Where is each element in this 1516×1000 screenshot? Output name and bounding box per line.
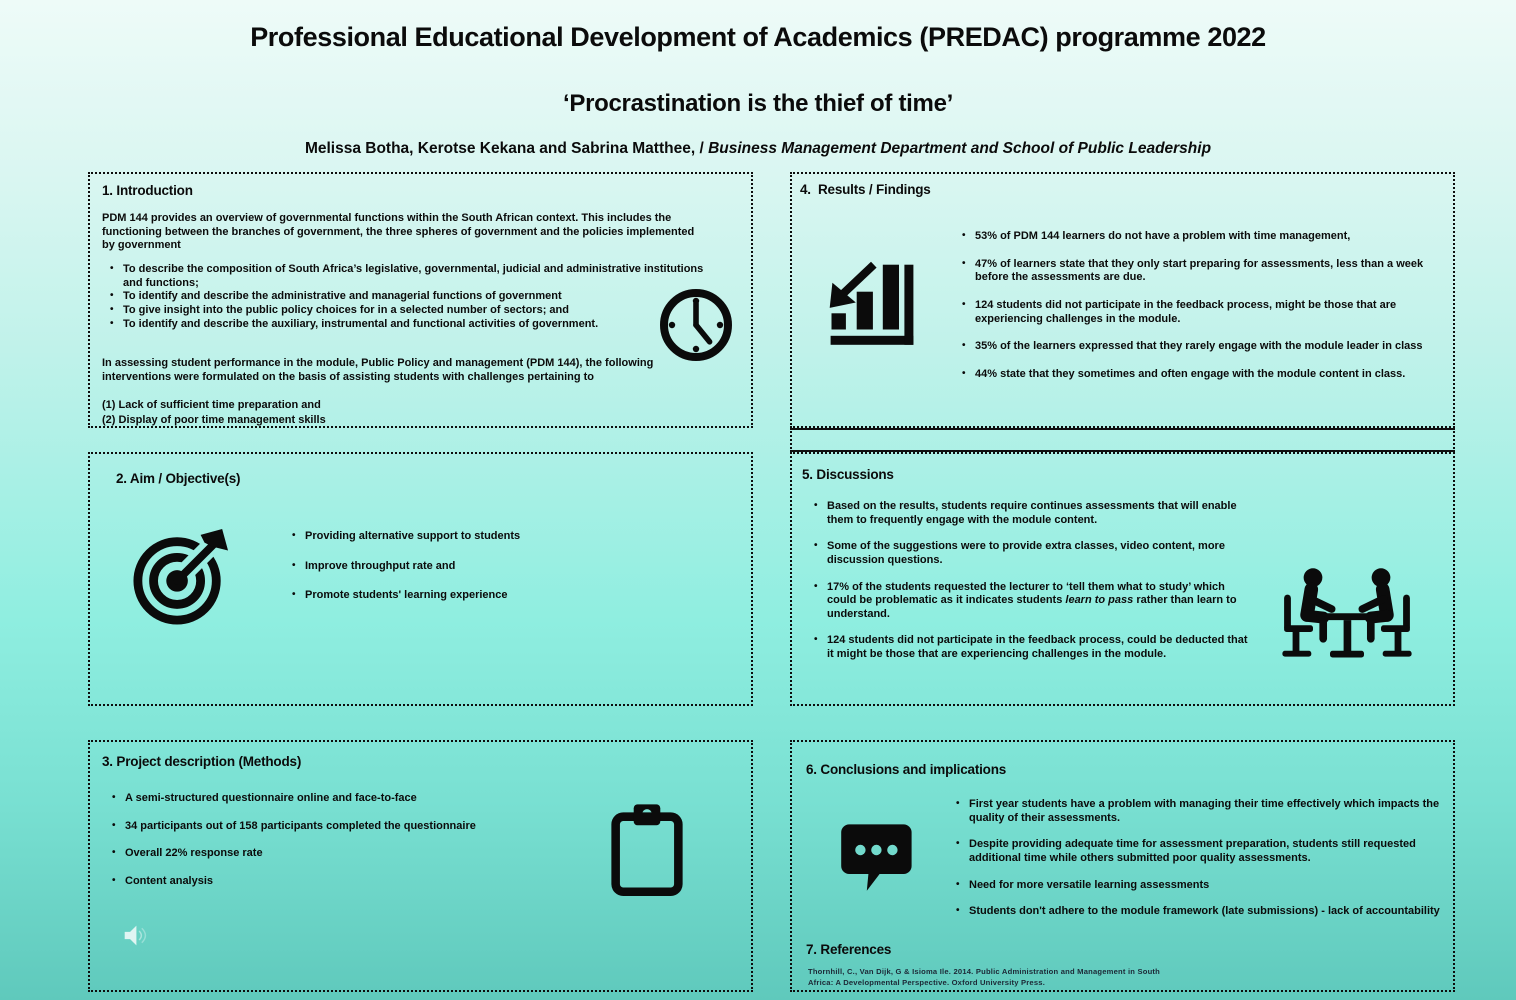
bullet-item: • First year students have a problem with managing their time effectively which impacts the quality of their assessments. xyxy=(954,798,1459,825)
clock-icon xyxy=(656,284,736,366)
bullet-item: • 35% of the learners expressed that they rarely engage with the module leader in class xyxy=(960,340,1430,354)
affiliation: Business Management Department and School of Public Leadership xyxy=(708,140,1212,157)
results-bullet-list xyxy=(960,230,1430,395)
section-introduction xyxy=(88,172,753,428)
clipboard-icon xyxy=(609,800,685,898)
introduction-numbered-list xyxy=(102,398,662,428)
target-arrow-icon xyxy=(132,524,230,628)
section-aim xyxy=(88,452,753,706)
discussions-bullet-list xyxy=(812,500,1252,675)
declining-bar-chart-icon xyxy=(827,254,917,351)
conclusions-bullet-list xyxy=(954,798,1459,932)
section-results xyxy=(790,172,1455,428)
bullet-item: • 47% of learners state that they only start preparing for assessments, less than a week before the assessments are due. xyxy=(960,258,1430,285)
conclusions-heading: 6. Conclusions and implications xyxy=(806,762,1007,777)
section-discussions xyxy=(790,452,1455,706)
references-heading: 7. References xyxy=(806,942,892,957)
methods-heading: 3. Project description (Methods) xyxy=(102,754,302,769)
introduction-heading: 1. Introduction xyxy=(102,183,193,198)
bullet-item: • Content analysis xyxy=(110,875,590,889)
bullet-item: (2) Display of poor time management skills xyxy=(102,413,326,426)
poster-title: Professional Educational Development of Academics (PREDAC) programme 2022 xyxy=(250,22,1266,52)
authors-line xyxy=(0,140,1516,158)
meeting-table-icon xyxy=(1277,564,1417,666)
introduction-bullet-list xyxy=(108,263,708,331)
bullet-item: • Improve throughput rate and xyxy=(290,560,710,574)
results-heading: 4. Results / Findings xyxy=(800,182,931,197)
divider-strip xyxy=(790,428,1455,452)
discussions-heading: 5. Discussions xyxy=(802,467,894,482)
bullet-item: • 124 students did not participate in the feedback process, might be those that are experiencing challenges in the module. xyxy=(960,299,1430,326)
bullet-item: • 17% of the students requested the lecturer to ‘tell them what to study’ which could be problematic as it indicates students learn to pass rather than learn to understand. xyxy=(812,581,1252,622)
bullet-item: (1) Lack of sufficient time preparation and xyxy=(102,399,321,411)
speech-bubble-icon xyxy=(837,822,919,894)
aim-bullet-list xyxy=(290,530,710,619)
references-text: Thornhill, C., Van Dijk, G & Isioma Ile. 2014. Public Administration and Management in South Africa: A Developmental Perspective. Oxford University Press. xyxy=(808,967,1160,987)
bullet-item: • Based on the results, students require continues assessments that will enable them to frequently engage with the module content. xyxy=(812,500,1252,527)
section-methods xyxy=(88,740,753,992)
bullet-item: • 34 participants out of 158 participants completed the questionnaire xyxy=(110,820,590,834)
bullet-item: • To identify and describe the auxiliary, instrumental and functional activities of government. xyxy=(108,318,708,332)
bullet-item: • Despite providing adequate time for assessment preparation, students still requested additional time while others submitted poor quality assessments. xyxy=(954,838,1459,865)
bullet-item: • A semi-structured questionnaire online and face-to-face xyxy=(110,792,590,806)
introduction-paragraph-2: In assessing student performance in the module, Public Policy and management (PDM 144), the following interventions were formulated on the basis of assisting students with challenges pertaining to xyxy=(102,357,654,383)
bullet-item: • 124 students did not participate in the feedback process, could be deducted that it might be those that are experiencing challenges in the module. xyxy=(812,634,1252,661)
speaker-icon[interactable] xyxy=(122,922,149,949)
bullet-item: • Promote students' learning experience xyxy=(290,589,710,603)
authors: Melissa Botha, Kerotse Kekana and Sabrina Matthee, / xyxy=(304,140,709,157)
poster-subtitle: ‘Procrastination is the thief of time’ xyxy=(563,90,953,117)
introduction-paragraph-1: PDM 144 provides an overview of governmental functions within the South African context. This includes the functioning between the branches of government, the three spheres of government and the policies implemented by government xyxy=(102,212,695,252)
bullet-item: • 53% of PDM 144 learners do not have a problem with time management, xyxy=(960,230,1430,244)
bullet-item: • To give insight into the public policy choices for in a selected number of sectors; and xyxy=(108,304,708,318)
bullet-item: • Providing alternative support to students xyxy=(290,530,710,544)
bullet-item: • Students don't adhere to the module framework (late submissions) - lack of accountability xyxy=(954,905,1459,919)
bullet-item: • Need for more versatile learning assessments xyxy=(954,879,1459,893)
methods-bullet-list xyxy=(110,792,590,903)
poster-header xyxy=(0,0,1516,158)
bullet-item: • To identify and describe the administrative and managerial functions of government xyxy=(108,290,708,304)
bullet-item: • Some of the suggestions were to provide extra classes, video content, more discussion questions. xyxy=(812,540,1252,567)
bullet-item: • 44% state that they sometimes and often engage with the module content in class. xyxy=(960,368,1430,382)
bullet-item: • To describe the composition of South Africa’s legislative, governmental, judicial and administrative institutions and functions; xyxy=(108,263,708,290)
section-conclusions xyxy=(790,740,1455,992)
bullet-item: • Overall 22% response rate xyxy=(110,847,590,861)
aim-heading: 2. Aim / Objective(s) xyxy=(116,471,241,486)
